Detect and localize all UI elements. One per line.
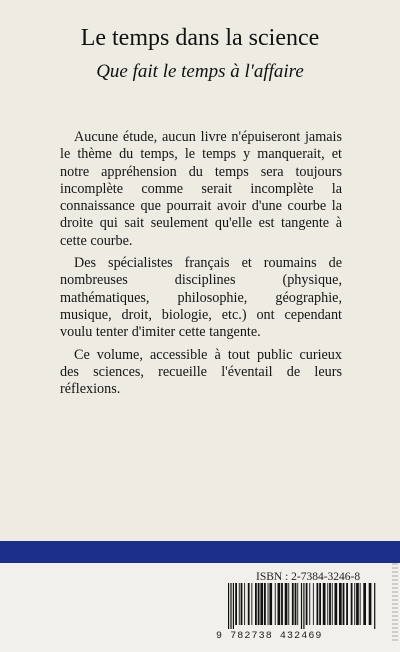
barcode-bar bbox=[303, 583, 304, 629]
blue-band bbox=[0, 541, 400, 563]
barcode bbox=[226, 583, 380, 629]
barcode-bar bbox=[248, 583, 250, 625]
book-subtitle: Que fait le temps à l'affaire bbox=[96, 61, 304, 82]
barcode-bar bbox=[306, 583, 308, 625]
barcode-bar bbox=[309, 583, 310, 625]
barcode-bar bbox=[244, 583, 245, 625]
barcode-bar bbox=[356, 583, 359, 625]
barcode-bar bbox=[268, 583, 269, 625]
barcode-bar bbox=[317, 583, 319, 625]
barcode-number: 9 782738 432469 bbox=[216, 631, 323, 642]
side-print-strip bbox=[392, 563, 398, 643]
blurb-paragraph-3: Ce volume, accessible à tout public curieux des sciences, recueille l'éventail de leurs réflexions. bbox=[60, 346, 342, 398]
barcode-bar bbox=[369, 583, 372, 625]
barcode-bar bbox=[319, 583, 321, 625]
barcode-bar bbox=[332, 583, 333, 625]
barcode-bar bbox=[235, 583, 237, 625]
barcode-bar bbox=[288, 583, 289, 625]
barcode-bar bbox=[351, 583, 353, 625]
blurb-paragraph-1: Aucune étude, aucun livre n'épuiseront jamais le thème du temps, le temps y manquerait, et notre appréhension du temps sera toujours incomplète comme serait incomplète la connaissance que pourrait avoir d'une courbe la droite qui sait seulement qu'elle est tangente à cette courbe. bbox=[60, 129, 342, 249]
barcode-bar bbox=[269, 583, 272, 625]
barcode-bar bbox=[228, 583, 229, 629]
barcode-bar bbox=[275, 583, 276, 625]
barcode-bar bbox=[292, 583, 294, 625]
barcode-bar bbox=[251, 583, 252, 625]
barcode-bar bbox=[241, 583, 243, 625]
barcode-bar bbox=[264, 583, 266, 625]
barcode-bar bbox=[239, 583, 240, 625]
barcode-bar bbox=[297, 583, 298, 625]
barcode-bar bbox=[374, 583, 375, 629]
barcode-bar bbox=[339, 583, 342, 625]
barcode-bar bbox=[360, 583, 361, 625]
barcode-bar bbox=[285, 583, 288, 625]
barcode-bar bbox=[233, 583, 234, 629]
blurb bbox=[60, 129, 342, 403]
barcode-bar bbox=[329, 583, 331, 625]
isbn-label: ISBN : 2-7384-3246-8 bbox=[256, 571, 361, 583]
barcode-bar bbox=[278, 583, 281, 625]
barcode-bar bbox=[258, 583, 260, 625]
barcode-bar bbox=[335, 583, 338, 625]
barcode-bar bbox=[295, 583, 297, 625]
barcode-bar bbox=[255, 583, 257, 625]
book-title: Le temps dans la science bbox=[80, 25, 320, 51]
barcode-bar bbox=[301, 583, 302, 629]
blurb-paragraph-2: Des spécialistes français et roumains de nombreuses disciplines (physique, mathématiques, philosophie, géographie, musique, droit, biologie, etc.) ont cependant voulu tenter d'imiter cette tangente. bbox=[60, 255, 342, 341]
barcode-bar bbox=[313, 583, 314, 625]
barcode-bar bbox=[327, 583, 328, 625]
barcode-bar bbox=[230, 583, 231, 629]
barcode-bar bbox=[363, 583, 366, 625]
barcode-bar bbox=[260, 583, 263, 625]
barcode-bar bbox=[281, 583, 283, 625]
barcode-bar bbox=[323, 583, 326, 625]
barcode-bar bbox=[346, 583, 348, 625]
barcode-bar bbox=[343, 583, 345, 625]
barcode-bar bbox=[354, 583, 355, 625]
